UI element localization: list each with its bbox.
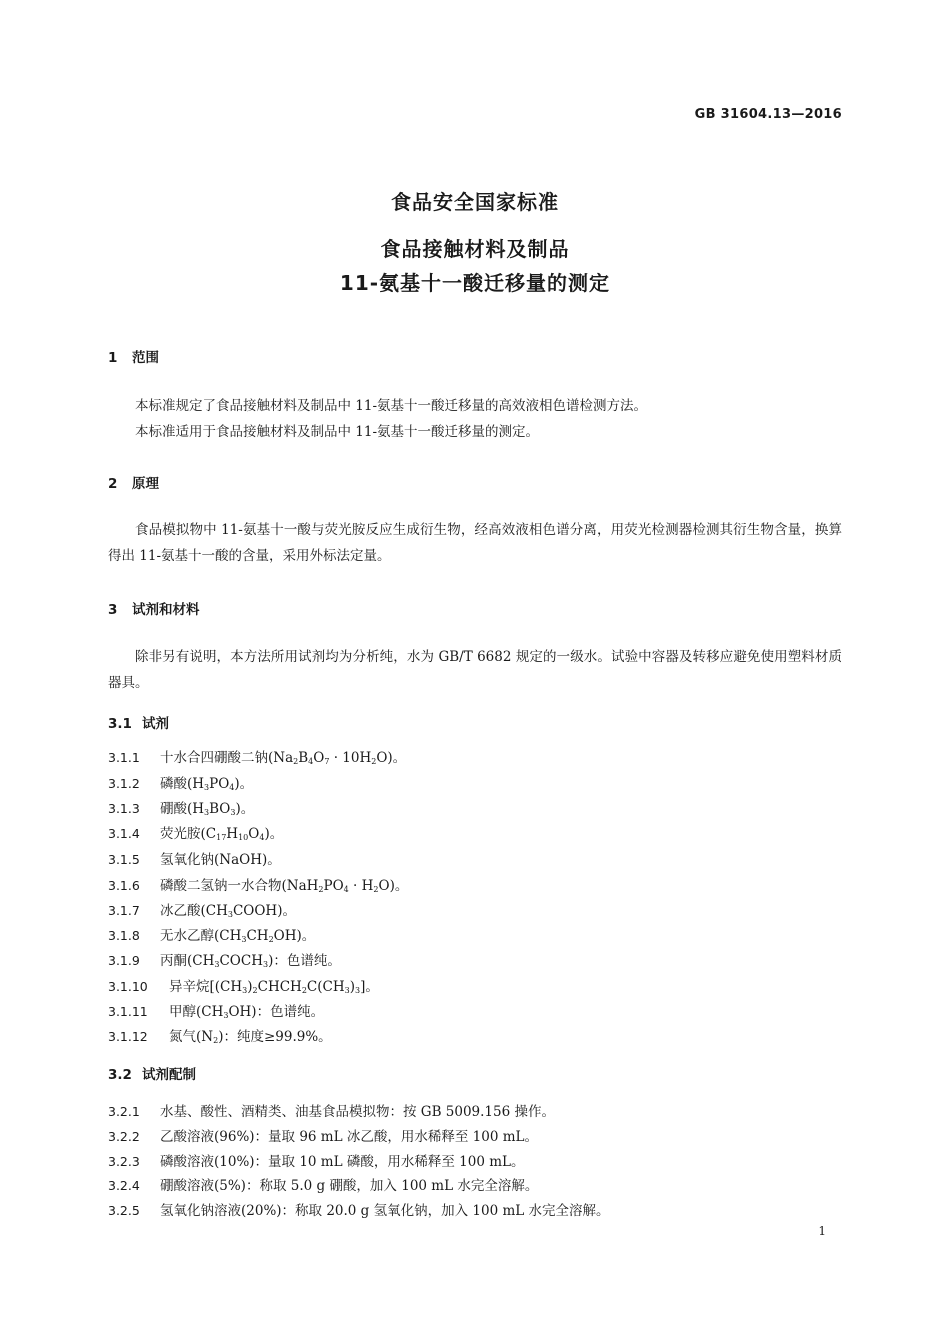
section-title: 试剂和材料 [132, 602, 200, 618]
list-item [108, 924, 315, 944]
item-text: )：纯度≥99.9%。 [218, 1029, 332, 1045]
item-text: 磷酸(H [160, 776, 205, 792]
item-text: CH [246, 928, 269, 944]
subscript: 2 [371, 757, 377, 766]
page-number: 1 [818, 1224, 826, 1238]
item-text: 冰乙酸(CH [160, 903, 228, 919]
subscript: 3 [227, 910, 233, 919]
item-text: · H [348, 878, 374, 894]
subscript: 2 [268, 935, 274, 944]
list-item [108, 1125, 538, 1145]
item-text: 磷酸溶液(10%)：量取 10 mL 磷酸，用水稀释至 100 mL。 [160, 1154, 525, 1170]
list-item [108, 975, 379, 995]
item-number: 3.1.5 [108, 852, 140, 867]
list-item [108, 1100, 555, 1120]
subscript: 3 [204, 808, 210, 817]
item-text: CHCH [257, 979, 302, 995]
item-text: 磷酸二氢钠一水合物(NaH [160, 878, 319, 894]
item-text: )：色谱纯。 [268, 953, 341, 969]
item-number: 3.1.7 [108, 903, 140, 918]
subsection-3-1-heading [108, 712, 169, 732]
list-item [108, 874, 408, 894]
item-text: ]。 [360, 979, 379, 995]
item-text: OH)。 [273, 928, 316, 944]
subscript: 4 [343, 885, 349, 894]
item-text: 水基、酸性、酒精类、油基食品模拟物：按 GB 5009.156 操作。 [160, 1104, 555, 1120]
item-text: · 10H [329, 750, 372, 766]
item-text: B [298, 750, 309, 766]
item-text: 氢氧化钠(NaOH)。 [160, 852, 281, 868]
item-text: 无水乙醇(CH [160, 928, 242, 944]
subscript: 2 [301, 986, 307, 995]
list-item [108, 1150, 524, 1170]
section-2-heading [108, 472, 159, 492]
item-text: 氮气(N [169, 1029, 214, 1045]
list-item [108, 1025, 332, 1045]
subscript: 4 [308, 757, 314, 766]
paragraph: 本标准适用于食品接触材料及制品中 11-氨基十一酸迁移量的测定。 [135, 424, 540, 440]
paragraph: 除非另有说明，本方法所用试剂均为分析纯，水为 GB/T 6682 规定的一级水。试验中容器及转移应避免使用塑料材质器具。 [108, 649, 842, 691]
list-item [108, 746, 406, 766]
subscript: 17 [216, 833, 227, 842]
section-number: 1 [108, 350, 118, 366]
subscript: 3 [355, 986, 361, 995]
item-number: 3.1.10 [108, 979, 148, 994]
section-number: 3.2 [108, 1067, 132, 1083]
subscript: 4 [259, 833, 265, 842]
item-number: 3.1.12 [108, 1029, 148, 1044]
list-item [108, 822, 283, 842]
list-item [108, 949, 341, 969]
subscript: 3 [241, 935, 247, 944]
list-item [108, 848, 281, 868]
section-title: 试剂配制 [142, 1067, 196, 1083]
item-text: O [313, 750, 325, 766]
list-item [108, 899, 296, 919]
item-text: H [226, 826, 239, 842]
subscript: 2 [318, 885, 324, 894]
item-text: COCH [219, 953, 263, 969]
item-text: O)。 [378, 878, 409, 894]
section-1-heading [108, 346, 159, 366]
subscript: 4 [229, 783, 235, 792]
item-text: BO [209, 801, 231, 817]
subscript: 3 [223, 1011, 229, 1020]
section-title: 原理 [132, 476, 159, 492]
item-text: 荧光胺(C [160, 826, 217, 842]
list-item [108, 1000, 324, 1020]
item-text: 异辛烷[(CH [169, 979, 243, 995]
item-text: 乙酸溶液(96%)：量取 96 mL 冰乙酸，用水稀释至 100 mL。 [160, 1129, 538, 1145]
item-number: 3.2.4 [108, 1178, 140, 1193]
subscript: 3 [262, 960, 269, 969]
item-text: 十水合四硼酸二钠(Na [160, 750, 294, 766]
paragraph: 食品模拟物中 11-氨基十一酸与荧光胺反应生成衍生物，经高效液相色谱分离，用荧光检测器检测其衍生物含量，换算得出 11-氨基十一酸的含量，采用外标法定量。 [108, 522, 842, 564]
section-1-body [108, 393, 842, 445]
list-item [108, 772, 253, 792]
item-text: PO [209, 776, 230, 792]
section-2-body [108, 517, 842, 569]
subscript: 2 [252, 986, 258, 995]
item-number: 3.1.9 [108, 953, 140, 968]
item-number: 3.1.6 [108, 878, 140, 893]
item-text: O)。 [376, 750, 407, 766]
item-text: ) [349, 979, 355, 995]
subscript: 3 [230, 808, 236, 817]
title-line-3: 11-氨基十一酸迁移量的测定 [339, 271, 611, 295]
subscript: 3 [204, 783, 210, 792]
title-line-1: 食品安全国家标准 [391, 190, 559, 214]
list-item [108, 1174, 538, 1194]
item-text: )。 [235, 801, 255, 817]
item-number: 3.2.1 [108, 1104, 140, 1119]
item-text: ) [247, 979, 253, 995]
standard-code: GB 31604.13—2016 [694, 107, 842, 122]
item-number: 3.2.2 [108, 1129, 140, 1144]
item-text: )。 [264, 826, 284, 842]
item-text: OH)：色谱纯。 [228, 1004, 325, 1020]
subscript: 3 [242, 986, 248, 995]
item-text: )。 [234, 776, 254, 792]
title-line-2: 食品接触材料及制品 [380, 237, 570, 261]
item-number: 3.1.1 [108, 750, 140, 765]
subscript: 10 [238, 833, 249, 842]
section-number: 3 [108, 602, 118, 618]
item-text: C(CH [306, 979, 345, 995]
item-number: 3.2.5 [108, 1203, 140, 1218]
item-number: 3.1.2 [108, 776, 140, 791]
item-number: 3.1.3 [108, 801, 140, 816]
section-3-heading [108, 598, 200, 618]
subscript: 2 [213, 1036, 219, 1045]
section-3-body [108, 644, 842, 696]
subscript: 2 [373, 885, 379, 894]
subscript: 3 [344, 986, 350, 995]
item-text: PO [323, 878, 344, 894]
item-number: 3.2.3 [108, 1154, 140, 1169]
item-text: 硼酸溶液(5%)：称取 5.0 g 硼酸，加入 100 mL 水完全溶解。 [160, 1178, 539, 1194]
list-item [108, 797, 254, 817]
item-text: COOH)。 [232, 903, 296, 919]
item-number: 3.1.8 [108, 928, 140, 943]
item-number: 3.1.4 [108, 826, 140, 841]
section-title: 试剂 [142, 716, 169, 732]
item-text: 丙酮(CH [160, 953, 215, 969]
subscript: 7 [324, 757, 330, 766]
section-number: 2 [108, 476, 118, 492]
item-text: O [248, 826, 260, 842]
item-text: 甲醇(CH [169, 1004, 224, 1020]
section-number: 3.1 [108, 716, 132, 732]
subsection-3-2-heading [108, 1063, 196, 1083]
subscript: 2 [293, 757, 299, 766]
item-text: 氢氧化钠溶液(20%)：称取 20.0 g 氢氧化钠，加入 100 mL 水完全溶解。 [160, 1203, 610, 1219]
item-text: 硼酸(H [160, 801, 205, 817]
item-number: 3.1.11 [108, 1004, 148, 1019]
list-item [108, 1199, 610, 1219]
paragraph: 本标准规定了食品接触材料及制品中 11-氨基十一酸迁移量的高效液相色谱检测方法。 [135, 398, 648, 414]
subscript: 3 [214, 960, 220, 969]
section-title: 范围 [132, 350, 159, 366]
